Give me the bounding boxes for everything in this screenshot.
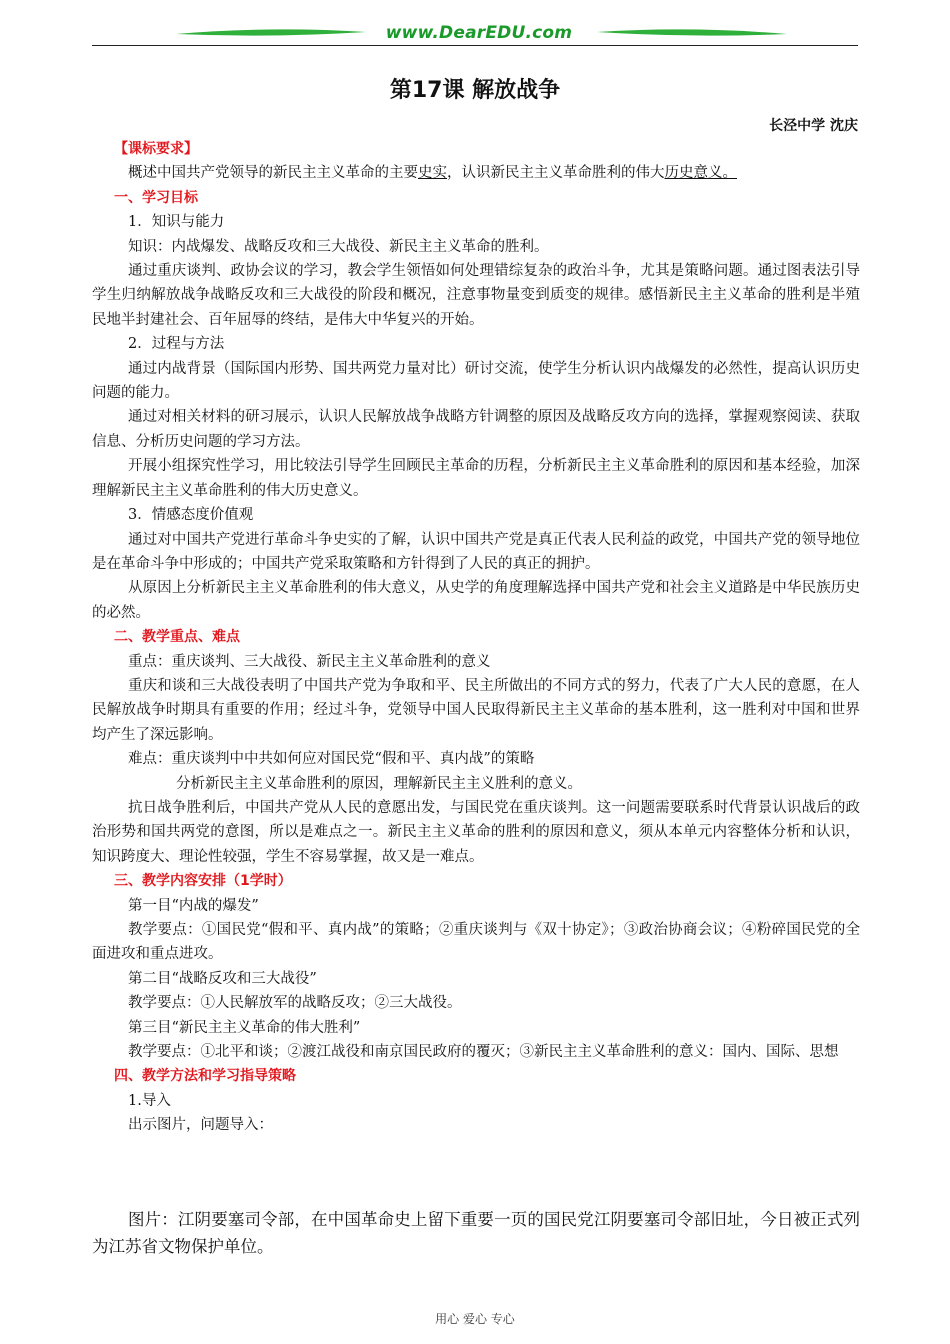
curriculum-text bbox=[92, 161, 860, 185]
left-swoosh-decoration bbox=[176, 28, 366, 38]
paragraph: 知识：内战爆发、战略反攻和三大战役、新民主主义革命的胜利。 bbox=[128, 238, 549, 255]
paragraph: 通过重庆谈判、政协会议的学习，教会学生领悟如何处理错综复杂的政治斗争，尤其是策略问题。通过图表法引导学生归纳解放战争战略反攻和三大战役的阶段和概况，注意事物量变到质变的规律。感悟新民主主义革命的胜利是半殖民地半封建社会、百年屈辱的终结，是伟大中华复兴的开始。 bbox=[92, 263, 860, 328]
underlined-term: 史实 bbox=[418, 165, 447, 182]
paragraph: 从原因上分析新民主主义革命胜利的伟大意义，从史学的角度理解选择中国共产党和社会主义道路是中华民族历史的必然。 bbox=[92, 580, 860, 621]
paragraph: 通过对相关材料的研习展示，认识人民解放战争战略方针调整的原因及战略反攻方向的选择，掌握观察阅读、获取信息、分析历史问题的学习方法。 bbox=[92, 409, 860, 450]
section-4-heading: 四、教学方法和学习指导策略 bbox=[114, 1068, 296, 1085]
underlined-term: 历史意义。 bbox=[664, 165, 737, 182]
document-body bbox=[92, 137, 860, 1138]
paragraph: 1.导入 bbox=[128, 1092, 171, 1109]
site-brand: www.DearEDU.com bbox=[385, 23, 573, 43]
right-swoosh-decoration bbox=[597, 28, 787, 38]
paragraph: 分析新民主主义革命胜利的原因，理解新民主主义胜利的意义。 bbox=[176, 775, 582, 792]
paragraph: 通过对中国共产党进行革命斗争史实的了解，认识中国共产党是真正代表人民利益的政党，中国共产党的领导地位是在革命斗争中形成的；中国共产党采取策略和方针得到了人民的真正的拥护。 bbox=[92, 531, 860, 572]
paragraph: 开展小组探究性学习，用比较法引导学生回顾民主革命的历程，分析新民主主义革命胜利的原因和基本经验，加深理解新民主主义革命胜利的伟大历史意义。 bbox=[92, 458, 860, 499]
subsection-title: 1．知识与能力 bbox=[128, 214, 225, 231]
paragraph: 重庆和谈和三大战役表明了中国共产党为争取和平、民主所做出的不同方式的努力，代表了广大人民的意愿，在人民解放战争时期具有重要的作用；经过斗争，党领导中国人民取得新民主主义革命的基本胜利，这一胜利对中国和世界均产生了深远影响。 bbox=[92, 677, 860, 743]
paragraph: 重点：重庆谈判、三大战役、新民主主义革命胜利的意义 bbox=[128, 653, 491, 670]
subsection-title: 第二目“战略反攻和三大战役” bbox=[128, 970, 317, 987]
paragraph: 教学要点：①国民党“假和平、真内战”的策略；②重庆谈判与《双十协定》；③政治协商会议；④粉碎国民党的全面进攻和重点进攻。 bbox=[92, 922, 860, 963]
paragraph: 出示图片，问题导入： bbox=[128, 1117, 273, 1134]
paragraph: 通过内战背景（国际国内形势、国共两党力量对比）研讨交流，使学生分析认识内战爆发的必然性，提高认识历史问题的能力。 bbox=[92, 360, 860, 402]
header-divider bbox=[92, 45, 858, 46]
section-2-heading: 二、教学重点、难点 bbox=[114, 629, 240, 646]
paragraph: 抗日战争胜利后，中国共产党从人民的意愿出发，与国民党在重庆谈判。这一问题需要联系时代背景认识战后的政治形势和国共两党的意图，所以是难点之一。新民主主义革命的胜利的原因和意义，须从本单元内容整体分析和认识，知识跨度大、理论性较强，学生不容易掌握，故又是一难点。 bbox=[92, 799, 860, 865]
paragraph: 难点：重庆谈判中中共如何应对国民党“假和平、真内战”的策略 bbox=[128, 751, 535, 768]
curriculum-text-part: 概述中国共产党领导的新民主主义革命的主要 bbox=[128, 165, 418, 182]
lesson-title: 第17课 解放战争 bbox=[389, 78, 561, 103]
subsection-title: 第三目“新民主主义革命的伟大胜利” bbox=[128, 1019, 361, 1036]
subsection-title: 第一目“内战的爆发” bbox=[128, 897, 259, 914]
curriculum-text-part: ，认识新民主主义革命胜利的伟大 bbox=[447, 165, 665, 182]
page-header bbox=[92, 20, 858, 48]
image-caption-paragraph: 图片：江阴要塞司令部，在中国革命史上留下重要一页的国民党江阴要塞司令部旧址，今日被正式列为江苏省文物保护单位。 bbox=[92, 1210, 860, 1256]
page-footer: 用心 爱心 专心 bbox=[435, 1312, 515, 1326]
curriculum-heading: 【课标要求】 bbox=[114, 141, 198, 157]
section-3-heading: 三、教学内容安排（1学时） bbox=[114, 873, 292, 890]
author-line: 长泾中学 沈庆 bbox=[769, 118, 858, 134]
paragraph: 教学要点：①人民解放军的战略反攻；②三大战役。 bbox=[128, 995, 462, 1012]
section-1-heading: 一、学习目标 bbox=[114, 189, 198, 206]
paragraph: 教学要点：①北平和谈；②渡江战役和南京国民政府的覆灭；③新民主主义革命胜利的意义：国内、国际、思想 bbox=[128, 1044, 839, 1061]
subsection-title: 2．过程与方法 bbox=[128, 336, 225, 353]
subsection-title: 3．情感态度价值观 bbox=[128, 507, 254, 524]
